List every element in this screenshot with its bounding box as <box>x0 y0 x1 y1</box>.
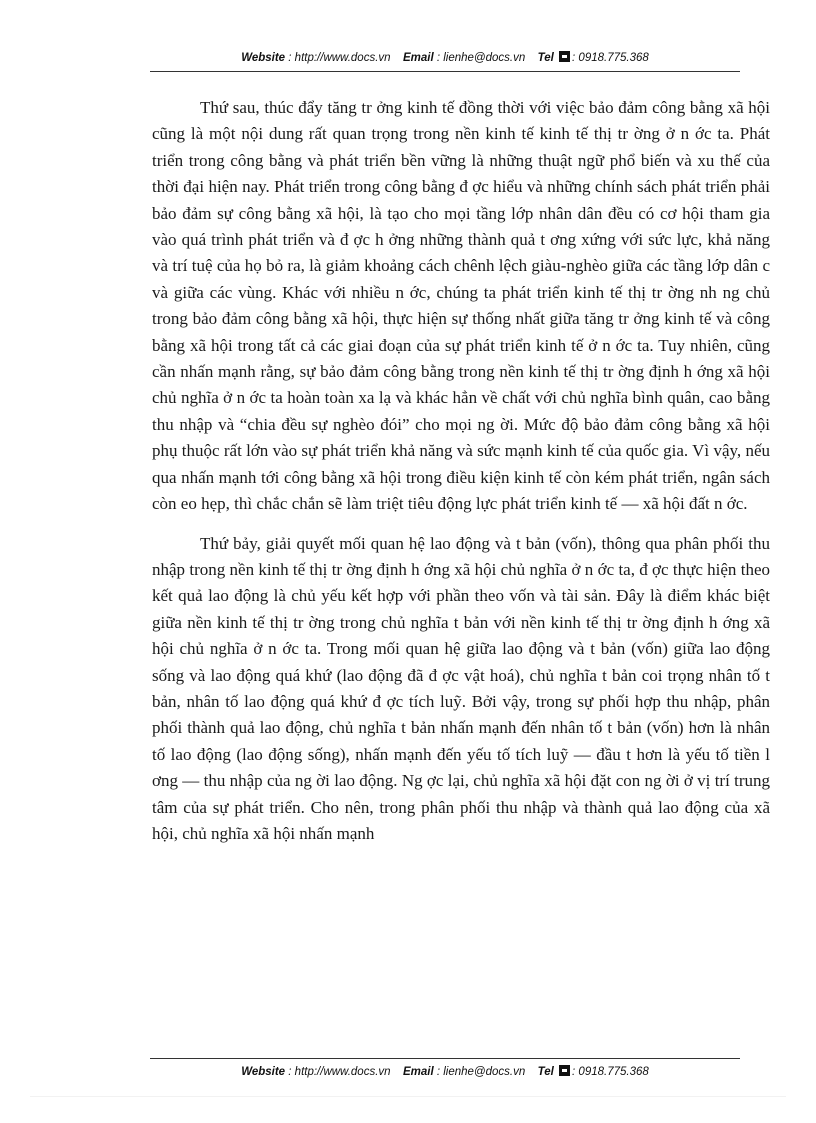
header-email-link[interactable]: : lienhe@docs.vn <box>436 52 526 64</box>
footer-email-label: Email <box>402 1066 434 1078</box>
footer-divider <box>150 1058 740 1059</box>
phone-icon <box>559 1065 570 1076</box>
document-body <box>152 95 770 847</box>
footer-tel-value: : 0918.775.368 <box>572 1066 649 1078</box>
header-website-link[interactable]: : http://www.docs.vn <box>288 52 391 64</box>
footer-contact-bar <box>150 1065 740 1078</box>
header-website-label: Website <box>241 52 286 64</box>
header-tel-value: : 0918.775.368 <box>572 52 649 64</box>
footer-tel-label: Tel <box>537 1066 554 1078</box>
footer-website-link[interactable]: : http://www.docs.vn <box>288 1066 391 1078</box>
header-contact-bar <box>150 51 740 64</box>
footer-email-link[interactable]: : lienhe@docs.vn <box>436 1066 526 1078</box>
page-bottom-edge <box>30 1096 786 1097</box>
phone-icon <box>559 51 570 62</box>
paragraph-2: Thứ bảy, giải quyết mối quan hệ lao động và t bản (vốn), thông qua phân phối thu nhập trong nền kinh tế thị tr ờng định h ớng xã hội chủ nghĩa ở n ớc ta, đ ợc thực hiện theo kết quả lao động là chủ yếu kết hợp với phần theo vốn và tài sản. Đây là điểm khác biệt giữa nền kinh tế thị tr ờng trong chủ nghĩa t bản với nền kinh tế thị tr ờng định h ớng xã hội chủ nghĩa ở n ớc ta. Trong mối quan hệ giữa lao động và t bản (vốn) giữa lao động sống và lao động quá khứ (lao động đã đ ợc vật hoá), chủ nghĩa t bản coi trọng nhân tố t bản, nhân tố lao động quá khứ đ ợc tích luỹ. Bởi vậy, trong sự phối hợp thu nhập, phân phối thành quả lao động, chủ nghĩa t bản nhấn mạnh đến nhân tố t bản (vốn) hơn là nhân tố lao động (lao động sống), nhấn mạnh đến yếu tố tích luỹ — đầu t hơn là yếu tố tiền l ơng — thu nhập của ng ời lao động. Ng ợc lại, chủ nghĩa xã hội đặt con ng ời ở vị trí trung tâm của sự phát triển. Cho nên, trong phân phối thu nhập và thành quả lao động của xã hội, chủ nghĩa xã hội nhấn mạnh <box>152 533 770 843</box>
footer-website-label: Website <box>241 1066 286 1078</box>
header-tel-label: Tel <box>537 52 554 64</box>
header-divider <box>150 71 740 72</box>
paragraph-1: Thứ sau, thúc đẩy tăng tr ởng kinh tế đồng thời với việc bảo đảm công bằng xã hội cũng là một nội dung rất quan trọng trong nền kinh tế kinh tế thị tr ờng ở n ớc ta. Phát triển trong công bằng và phát triển bền vững là những thuật ngữ phổ biến và xu thế của thời đại hiện nay. Phát triển trong công bằng đ ợc hiểu và những chính sách phát triển phải bảo đảm sự công bằng xã hội, là tạo cho mọi tầng lớp nhân dân đều có cơ hội tham gia vào quá trình phát triển và đ ợc h ởng những thành quả t ơng xứng với sức lực, khả năng và trí tuệ của họ bỏ ra, là giảm khoảng cách chênh lệch giàu-nghèo giữa các tầng lớp dân c và giữa các vùng. Khác với nhiều n ớc, chúng ta phát triển kinh tế thị tr ờng nh ng chủ trong bảo đảm công bằng xã hội, thực hiện sự thống nhất giữa tăng tr ởng kinh tế và công bằng xã hội trong tất cả các giai đoạn của sự phát triển kinh tế ở n ớc ta. Tuy nhiên, cũng cần nhấn mạnh rằng, sự bảo đảm công bằng trong nền kinh tế thị tr ờng định h ớng xã hội chủ nghĩa ở n ớc ta hoàn toàn xa lạ và khác hẳn về chất với chủ nghĩa bình quân, cao bằng thu nhập và “chia đều sự nghèo đói” cho mọi ng ời. Mức độ bảo đảm công bằng xã hội phụ thuộc rất lớn vào sự phát triển khả năng và sức mạnh kinh tế của quốc gia. Vì vậy, nếu qua nhấn mạnh tới công bằng xã hội trong điều kiện kinh tế còn kém phát triển, ngân sách còn eo hẹp, thì chắc chắn sẽ làm triệt tiêu động lực phát triển kinh tế — xã hội đất n ớc. <box>152 98 770 514</box>
header-email-label: Email <box>402 52 434 64</box>
